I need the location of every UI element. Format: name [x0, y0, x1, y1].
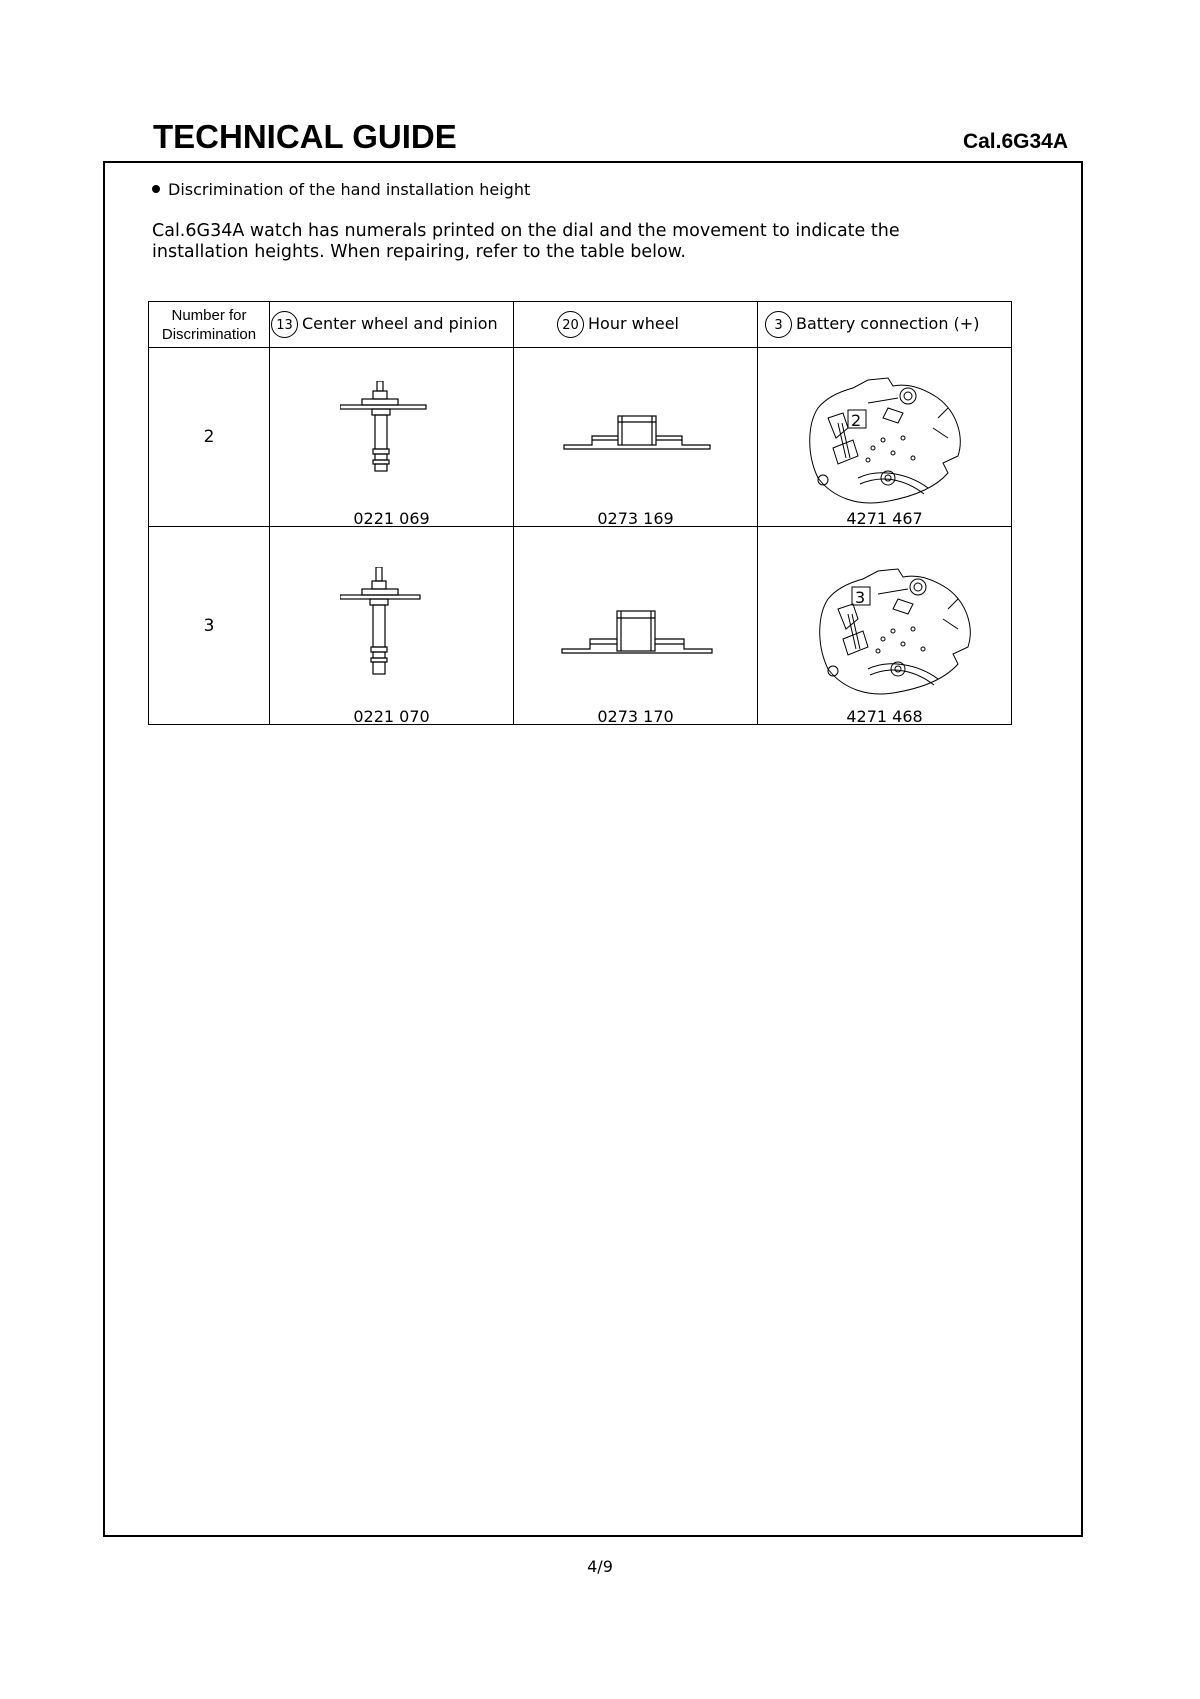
part-number-badge: 3 [765, 311, 792, 338]
table-row [149, 527, 1012, 725]
battery-connection-cell [758, 348, 1012, 527]
movement-drawing [808, 559, 978, 699]
center-wheel-cell [270, 527, 514, 725]
hour-wheel-cell [514, 348, 758, 527]
center-wheel-cell [270, 348, 514, 527]
table-row [149, 348, 1012, 527]
column-label: Battery connection (+) [796, 314, 980, 333]
part-number-badge: 13 [271, 311, 298, 338]
section-bullet-text: Discrimination of the hand installation height [168, 180, 531, 199]
part-code: 0273 169 [597, 509, 674, 528]
column-label: Hour wheel [588, 314, 679, 333]
document-title: TECHNICAL GUIDE [153, 118, 457, 155]
hour-wheel-drawing [562, 414, 712, 454]
height-marking: 2 [851, 411, 862, 430]
hour-wheel-cell [514, 527, 758, 725]
part-code: 0273 170 [597, 707, 674, 726]
caliber-label: Cal.6G34A [962, 130, 1068, 153]
intro-paragraph: Cal.6G34A watch has numerals printed on the dial and the movement to indicate the installation heights. When repairing, refer to the table below. [152, 221, 900, 262]
table-header-row [149, 302, 1012, 348]
part-code: 4271 468 [846, 707, 923, 726]
column-label: Center wheel and pinion [302, 314, 498, 333]
row-number: 2 [149, 348, 270, 527]
part-code: 0221 070 [353, 707, 430, 726]
center-wheel-drawing [340, 567, 440, 677]
bullet-icon [152, 185, 160, 193]
hour-wheel-drawing [560, 609, 715, 659]
battery-connection-cell [758, 527, 1012, 725]
part-code: 0221 069 [353, 509, 430, 528]
center-wheel-drawing [340, 381, 440, 473]
page-number: 4/9 [587, 1557, 613, 1576]
part-code: 4271 467 [846, 509, 923, 528]
height-marking: 3 [855, 588, 866, 607]
header-center-wheel [270, 302, 514, 348]
header-battery-connection [758, 302, 1012, 348]
section-bullet [152, 180, 530, 199]
movement-drawing [798, 368, 968, 508]
part-number-badge: 20 [557, 311, 584, 338]
discrimination-table [148, 301, 1012, 725]
header-hour-wheel [514, 302, 758, 348]
row-number: 3 [149, 527, 270, 725]
header-number-cell: Number for Discrimination [149, 302, 270, 348]
